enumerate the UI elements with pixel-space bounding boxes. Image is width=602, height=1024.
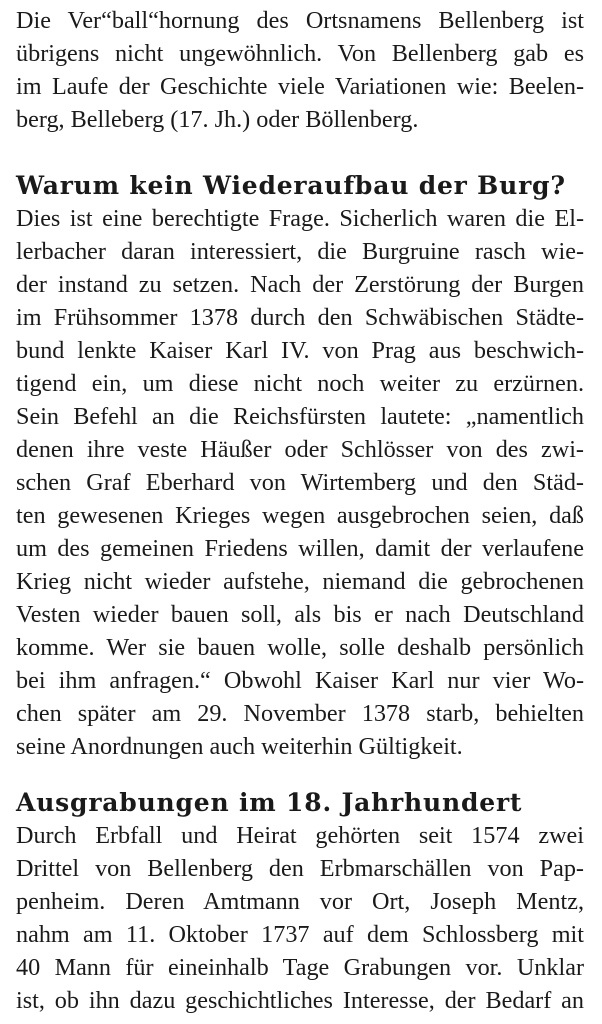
intro-line: berg, Belleberg (17. Jh.) oder Böllenberg. [16,106,419,133]
paragraph-line: seine Anordnungen auch weiterhin Gültigkeit. [16,733,463,760]
paragraph-line: lerbacher daran interessiert, die Burgruine rasch wie- [16,238,584,265]
paragraph-line: Sein Befehl an die Reichsfürsten lautete: „namentlich [16,403,584,430]
paragraph-line: Durch Erbfall und Heirat gehörten seit 1574 zwei [16,822,584,849]
section-heading-wiederaufbau: Warum kein Wiederaufbau der Burg? [16,171,566,200]
paragraph-line: tigend ein, um diese nicht noch weiter zu erzürnen. [16,370,584,397]
paragraph-line: ist, ob ihn dazu geschichtliches Interesse, der Bedarf an [16,987,584,1014]
paragraph-line: der instand zu setzen. Nach der Zerstörung der Burgen [16,271,584,298]
intro-line: übrigens nicht ungewöhnlich. Von Bellenberg gab es [16,40,584,67]
paragraph-line: schen Graf Eberhard von Wirtemberg und den Städ- [16,469,584,496]
paragraph-line: Dies ist eine berechtigte Frage. Sicherlich waren die El- [16,205,584,232]
paragraph-line: bund lenkte Kaiser Karl IV. von Prag aus beschwich- [16,337,584,364]
paragraph-line: im Frühsommer 1378 durch den Schwäbischen Städte- [16,304,584,331]
paragraph-line: komme. Wer sie bauen wolle, solle deshalb persönlich [16,634,584,661]
section-heading-ausgrabungen: Ausgrabungen im 18. Jahrhundert [16,788,523,817]
paragraph-line: bei ihm anfragen.“ Obwohl Kaiser Karl nur vier Wo- [16,667,584,694]
paragraph-line: ten gewesenen Krieges wegen ausgebrochen seien, daß [16,502,584,529]
paragraph-line: chen später am 29. November 1378 starb, behielten [16,700,584,727]
paragraph-line: um des gemeinen Friedens willen, damit der verlaufene [16,535,584,562]
paragraph-line: Vesten wieder bauen soll, als bis er nach Deutschland [16,601,584,628]
paragraph-line: Drittel von Bellenberg den Erbmarschällen von Pap- [16,855,584,882]
intro-line: im Laufe der Geschichte viele Variationen wie: Beelen- [16,73,584,100]
paragraph-line: penheim. Deren Amtmann vor Ort, Joseph Mentz, [16,888,584,915]
paragraph-line: 40 Mann für eineinhalb Tage Grabungen vor. Unklar [16,954,584,981]
paragraph-line: Krieg nicht wieder aufstehe, niemand die gebrochenen [16,568,584,595]
intro-line: Die Ver“ball“hornung des Ortsnamens Bellenberg ist [16,7,584,34]
paragraph-line: denen ihre veste Häußer oder Schlösser von des zwi- [16,436,584,463]
paragraph-line: nahm am 11. Oktober 1737 auf dem Schlossberg mit [16,921,584,948]
